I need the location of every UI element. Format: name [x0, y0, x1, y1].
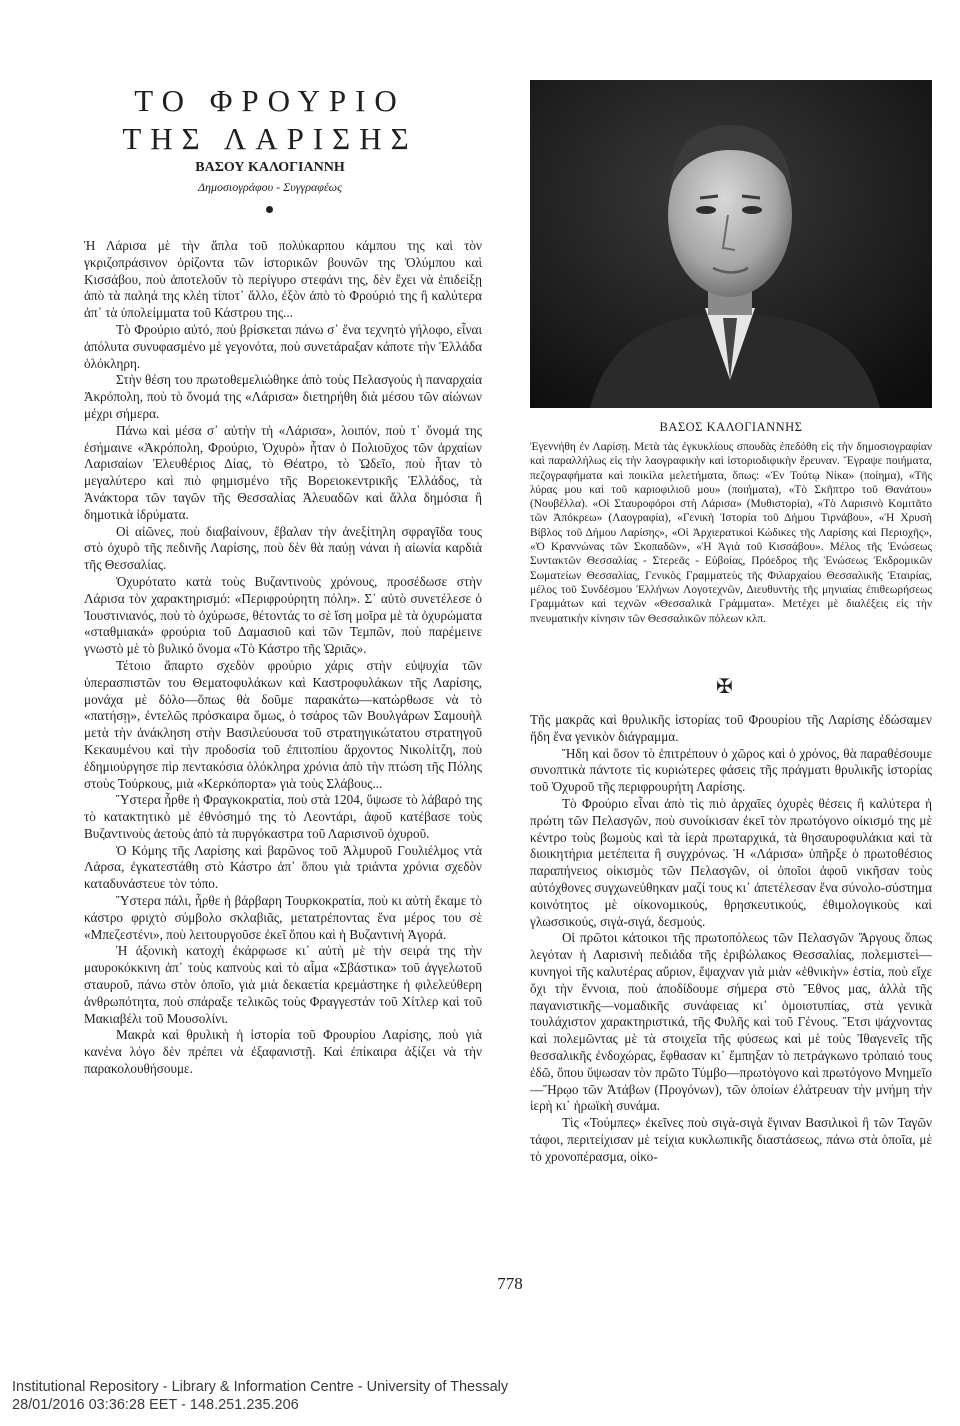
author-role: Δημοσιογράφου - Συγγραφέως	[197, 180, 343, 194]
author-name: ΒΑΣΟΥ ΚΑΛΟΓΙΑΝΝΗ	[195, 160, 345, 175]
page-number: 778	[497, 1274, 523, 1293]
left-paragraph: Πάνω καὶ μέσα σ᾽ αὐτὴν τὴ «Λάρισα», λοιπόν, ποὺ τ᾽ ὄνομά της ἐσήμαινε «Ἀκρόπολη, Φρούριο, Ὀχυρὸ» ἦταν ὁ Πολιοῦχος τῶν ἀρχαίων Λαρισαίων Ἐλευθέριος Δίας, τὸ Θέατρο, τὸ Ὠδεῖο, ποὺ ἦταν τὸ μεγαλύτερο καὶ πιὸ φημισμένο τῆς Βορειοκεντρικῆς Ἑλλάδος, τὰ Ἀνάκτορα τῶν ταγῶν τῆς Θεσσαλίας Ἀλευαδῶν καὶ ἄλλα δημόσια ἢ δημοτικὰ ἱδρύματα.	[84, 422, 482, 522]
right-paragraph: Ἤδη καὶ ὅσον τὸ ἐπιτρέπουν ὁ χῶρος καὶ ὁ χρόνος, θὰ παραθέσουμε συνοπτικὰ πάντοτε τὶς κυριώτερες φάσεις τῆς πράγματι θρυλικῆς ἱστορίας τοῦ Ὀχυροῦ τῆς περιφρουρήτη Λαρίσης.	[530, 745, 932, 795]
left-paragraph: Τέτοιο ἄπαρτο σχεδὸν φρούριο χάρις στὴν εὐψυχία τῶν ὑπερασπιστῶν του Θεματοφυλάκων καὶ Καστροφυλάκων τῆς Λαρίσης, μονάχα μὲ δόλο—ὅπως θὰ δοῦμε παρακάτω—κατώρθωσε νὰ τὸ «πατήσῃ», ἐντελῶς πρόσκαιρα ὅμως, ὁ τσάρος τῶν Βουλγάρων Σαμουὴλ μετὰ τὴν ἀνάκληση στὴν Βασιλεύουσα τοῦ στρατηγικώτατου στρατηγοῦ Κεκαυμένου καὶ τὴν προδοσία τοῦ ἐπιτοπίου ἄρχοντος Νικολίτζη, ποὺ ἐδημιούργησε πὶρ πεντακόσια ὁλόκληρα χρόνια ἀπὸ τὴν πτώση τῆς Πόλης στοὺς Τούρκους, μιὰ «Κερκόπορτα» γιὰ τοὺς Σλάβους...	[84, 657, 482, 791]
right-paragraph: Τὸ Φρούριο εἶναι ἀπὸ τὶς πιὸ ἀρχαῖες ὀχυρὲς θέσεις ἢ καλύτερα ἡ πρώτη τῶν Πελασγῶν, ποὺ συνοίκισαν ἐκεῖ τὸν πρωτόγονο οἰκισμό της μὲ κέντρο τοὺς βωμοὺς καὶ τὰ ἱερὰ πρωταρχικά, τὰ θησαυροφυλάκια καὶ τὰ διοικητήρια μετέπειτα ἢ συγχρόνως. Ἡ «Λάρισα» ὑπῆρξε ὁ πρωτοθέσιος παραπήνειος οἰκισμὸς τῶν Πελασγῶν, οἱ ὁποῖοι ἀφοῦ νικῆσαν τοὺς αὐτόχθονες συγχωνεύθηκαν μαζί τους κι᾽ ἀπετέλεσαν ἕνα σύνολο-σύστημα κοινότητος μὲ οἰκονομικούς, θρησκευτικούς, ἐθιμολογικοὺς καὶ γλωσσικούς, σιγὰ-σιγά, δεσμούς.	[530, 795, 932, 929]
left-paragraph: Ἡ Λάρισα μὲ τὴν ἄπλα τοῦ πολύκαρπου κάμπου της καὶ τὸν γκριζοπράσινον ὁρίζοντα τῶν ἱστορικῶν βουνῶν της Ὀλύμπου καὶ Κισσάβου, ποὺ ἀποτελοῦν τὸ περίγυρο στεφάνι της, δὲν ἔχει νὰ ἐπιδείξῃ ἀπὸ τὰ παληά της κλέη τίποτ᾽ ἄλλο, ἐξὸν ἀπὸ τὸ Φρούριό της ἢ καλύτερα ἀπ᾽ τὰ ὑπολείμματα τοῦ Κάστρου της...	[84, 238, 482, 321]
left-paragraph: Οἱ αἰῶνες, ποὺ διαβαίνουν, ἔβαλαν τὴν ἀνεξίτηλη σφραγῖδα τους στὸ ὀχυρὸ τῆς πεδινῆς Λαρίσης, ποὺ δὲν θὰ παύῃ νάναι ἡ αἰωνία καρδιὰ τῆς Θεσσαλίας.	[84, 523, 482, 573]
left-paragraph: Μακρὰ καὶ θρυλικὴ ἡ ἱστορία τοῦ Φρουρίου Λαρίσης, ποὺ γιὰ κανένα λόγο δὲν πρέπει νὰ ἐξαφανιστῇ. Καὶ ἐπίκαιρα ἀξίζει νὰ τὴν παρακολουθήσουμε.	[84, 1027, 482, 1077]
article-title-line-1: ΤΟ ΦΡΟΥΡΙΟ	[134, 83, 406, 118]
right-paragraph: Οἱ πρῶτοι κάτοικοι τῆς πρωτοπόλεως τῶν Πελασγῶν Ἄργους ὅπως λεγόταν ἡ Λαρισινὴ πεδιάδα τῆς ἐριβώλακος Θεσσαλίας, πολεμιστεὶ—κυνηγοὶ τῆς καλυτέρας αὔριον, ἔψαχναν γιὰ μιὰν «ἑθνικὴν» ἑστία, ποὺ εἴχε ὄχι τὴν ἔννοια, ποὺ ἀποδίδουμε σήμερα στὸ Ἔθνος μας, ἀλλὰ τῆς παγανιστικῆς—νομαδικῆς συνάφειας κι᾽ ὁμοιοτυπίας, στὰ γενικὰ τουλάχιστον χαρακτηριστικά, τῆς Φυλῆς καὶ τοῦ Γένους. Ἔτσι ψάχνοντας καὶ πολεμῶντας μὲ τὰ στοιχεῖα τῆς φύσεως καὶ μὲ τοὺς Ἰθαγενεῖς τῆς θεσσαλικῆς ἐνδοχώρας, ἔφθασαν κι᾽ ἔμπηξαν τὸ πετράγκωνο τρόπαιό τους ἐδῶ, ὅπου ὕψωσαν τὸν πρῶτο Τύμβο—πρωτόγονο καὶ πρωτόγονο Μνημεῖο—Ἥρῳο τῶν Ἀτάβων (Προγόνων), τῶν ὁποίων ἐλάτρευαν τὴν μνήμη τὴν ἱερὴ κι᾽ ἡρωϊκὴ συνάμα.	[530, 930, 932, 1114]
right-paragraph: Τὶς «Τούμπες» ἐκεῖνες ποὺ σιγὰ-σιγὰ ἔγιναν Βασιλικοὶ ἢ τῶν Ταγῶν τάφοι, περιτείχισαν μὲ τείχια κυκλωπικῆς διαστάσεως, πάνω στὰ ὁποῖα, μὲ τὸ χρονοπέρασμα, οἰκο-	[530, 1115, 932, 1164]
left-column	[84, 238, 482, 1078]
left-paragraph: Τὸ Φρούριο αὐτό, ποὺ βρίσκεται πάνω σ᾽ ἕνα τεχνητὸ γήλοφο, εἶναι ἀπόλυτα συνυφασμένο μὲ γεγονότα, ποὺ συνετάραξαν κάποτε τὴν Ἑλλάδα ὁλόκληρη.	[84, 321, 482, 371]
left-paragraph: Στὴν θέση του πρωτοθεμελιώθηκε ἀπὸ τοὺς Πελασγοὺς ἡ παναρχαία Ἀκρόπολη, ποὺ τὸ ὄνομά της «Λάρισα» διετηρήθη διὰ μέσου τῶν αἰώνων μέχρι σήμερα.	[84, 372, 482, 421]
article-title-line-2: ΤΗΣ ΛΑΡΙΣΗΣ	[122, 121, 418, 156]
left-paragraph: Ἡ ἀξονικὴ κατοχὴ ἐκάρφωσε κι᾽ αὐτὴ μὲ τὴν σειρά της τὴν μαυροκόκκινη ἀπ᾽ τοὺς καπνοὺς καὶ τὸ αἷμα «Σβάστικα» τοῦ ἀγγελωτοῦ σταυροῦ, πάνω στὸν ὁποῖο, γιὰ μιὰ δεκαετία κρεμάστηκε ἡ φιλελεύθερη ἀνθρωπότητα, ποὺ σπάραξε τελικῶς τοὺς Φραγγεστάν τοῦ Χίτλερ καὶ τοῦ Μακιαβέλι τοῦ Μουσολίνι.	[84, 943, 482, 1026]
article-title	[120, 82, 420, 158]
repository-footer	[12, 1378, 508, 1414]
photo-caption: ΒΑΣΟΣ ΚΑΛΟΓΙΑΝΝΗΣ	[659, 420, 803, 434]
left-paragraph: Ὕστερα πάλι, ἦρθε ἡ βάρβαρη Τουρκοκρατία, ποὺ κι αὐτὴ ἔκαμε τὸ κάστρο φριχτὸ σύμβολο σκλαβιᾶς, μετατρέποντας ἕνα μέρος του σὲ «Μπεζεστένι», ποὺ λειτουργοῦσε ἐκεῖ ὅπου καὶ ἡ Βυζαντινὴ Ἀγορά.	[84, 893, 482, 942]
left-paragraph: Ὕστερα ἦρθε ἡ Φραγκοκρατία, ποὺ στὰ 1204, ὕψωσε τὸ λάβαρό της τὸ κατακτητικὸ μὲ ἐθνόσημό της τὸ Λεοντάρι, ἀφοῦ κατέβασε τοὺς Βυζαντινοὺς ἀετοὺς ἀπὸ τὰ πυργόκαστρα τοῦ Λαρισινοῦ ὀχυροῦ.	[84, 792, 482, 841]
ornament-cross-icon: ✠	[716, 676, 733, 698]
separator-bullet-icon	[266, 206, 273, 213]
footer-timestamp-line: 28/01/2016 03:36:28 EET - 148.251.235.206	[12, 1397, 299, 1413]
left-paragraph: Ὁ Κόμης τῆς Λαρίσης καὶ βαρῶνος τοῦ Ἀλμυροῦ Γουλιέλμος ντὰ Λάρσα, ἐγκατεστάθη στὸ Κάστρο ἀπ᾽ ὅπου γιὰ τριάντα χρόνια σχεδὸν καταδυνάστευε τὸν τόπο.	[84, 842, 482, 892]
left-paragraph: Ὀχυρότατο κατὰ τοὺς Βυζαντινοὺς χρόνους, προσέδωσε στὴν Λάρισα τὸν χαρακτηρισμό: «Περιφρούρητη πόλη». Σ᾽ αὐτὸ συνετέλεσε ὁ Ἰουστινιανός, ποὺ τὸ ὀχύρωσε, θέτοντάς το σὲ ἴση μοῖρα μὲ τὰ ὀχυρώματα «σταθμιακά» φρούρια τοῦ Δαμασιοῦ καὶ τῶν Τεμπῶν, ποὺ παρέμεινε γνωστὸ μὲ τὸ βυλικό ὄνομα «Τὸ Κάστρο τῆς Ὠριᾶς».	[84, 573, 482, 657]
author-biography: Ἐγεννήθη ἐν Λαρίσῃ. Μετὰ τὰς ἐγκυκλίους σπουδὰς ἐπεδόθη εἰς τὴν δημοσιογραφίαν καὶ παραλλήλως εἰς τὴν λαογραφικὴν καὶ ἱστοριοδιφικὴν ἔρευναν. Ἔγραψε ποιήματα, πεζογραφήματα καὶ ποικίλα μελετήματα, ὅπως: «Ἐν Τούτῳ Νίκα» (ποίημα), «Τῆς λύρας μου καὶ τοῦ καριοφιλιοῦ μου» (ποιήματα), «Τὸ Σκῆπτρο τοῦ Θανάτου» (Νουβέλλα). «Οἱ Σταυροφόροι στὴ Λάρισα» (Μυθιστορία), «Τὸ Λαρισινὸ Κομιτᾶτο τῶν Ἀπόκρεω» (Λαογραφία), «Γενικὴ Ἱστορία τοῦ Δήμου Τιρνάβου», «Ἡ Χρυσὴ Βίβλος τοῦ Δήμου Λαρίσης», «Οἱ Ἀρχιερατικοὶ Κώδικες τῆς Λαρίσης καὶ Περιοχῆς», «Ὁ Κραννώνας τῶν Σκοπαδῶν», «Ἡ Ἁγιὰ τοῦ Κισσάβου». Μέλος τῆς Ἑνώσεως Συντακτῶν Θεσσαλίας - Στερεᾶς - Εὐβοίας, Πρόεδρος τῆς Ἑνώσεως Ἐκδρομικῶν Σωματείων Θεσσαλίας, Γενικὸς Γραμματεὺς τῆς Φιλαρχαίου Θεσσαλικῆς Ἑταιρίας, μέλος τοῦ Συνδέσμου Ἑλλήνων Λογοτεχνῶν, Διευθυντὴς τῆς μηνιαίας ἐπιθεωρήσεως Γραμμάτων καὶ τεχνῶν «Θεσσαλικὰ Γράμματα». Μετέχει μὲ διαλέξεις εἰς τὴν πνευματικὴν κίνησιν τῶν Θεσσαλικῶν πόλεων κλπ.	[530, 441, 932, 625]
footer-repository-line: Institutional Repository - Library & Information Centre - University of Thessaly	[12, 1379, 509, 1395]
right-column	[530, 712, 932, 1166]
author-portrait-photo	[530, 80, 932, 408]
right-paragraph: Τῆς μακρᾶς καὶ θρυλικῆς ἱστορίας τοῦ Φρουρίου τῆς Λαρίσης ἐδώσαμεν ἤδη ἕνα γενικὸν διάγραμμα.	[530, 712, 932, 744]
